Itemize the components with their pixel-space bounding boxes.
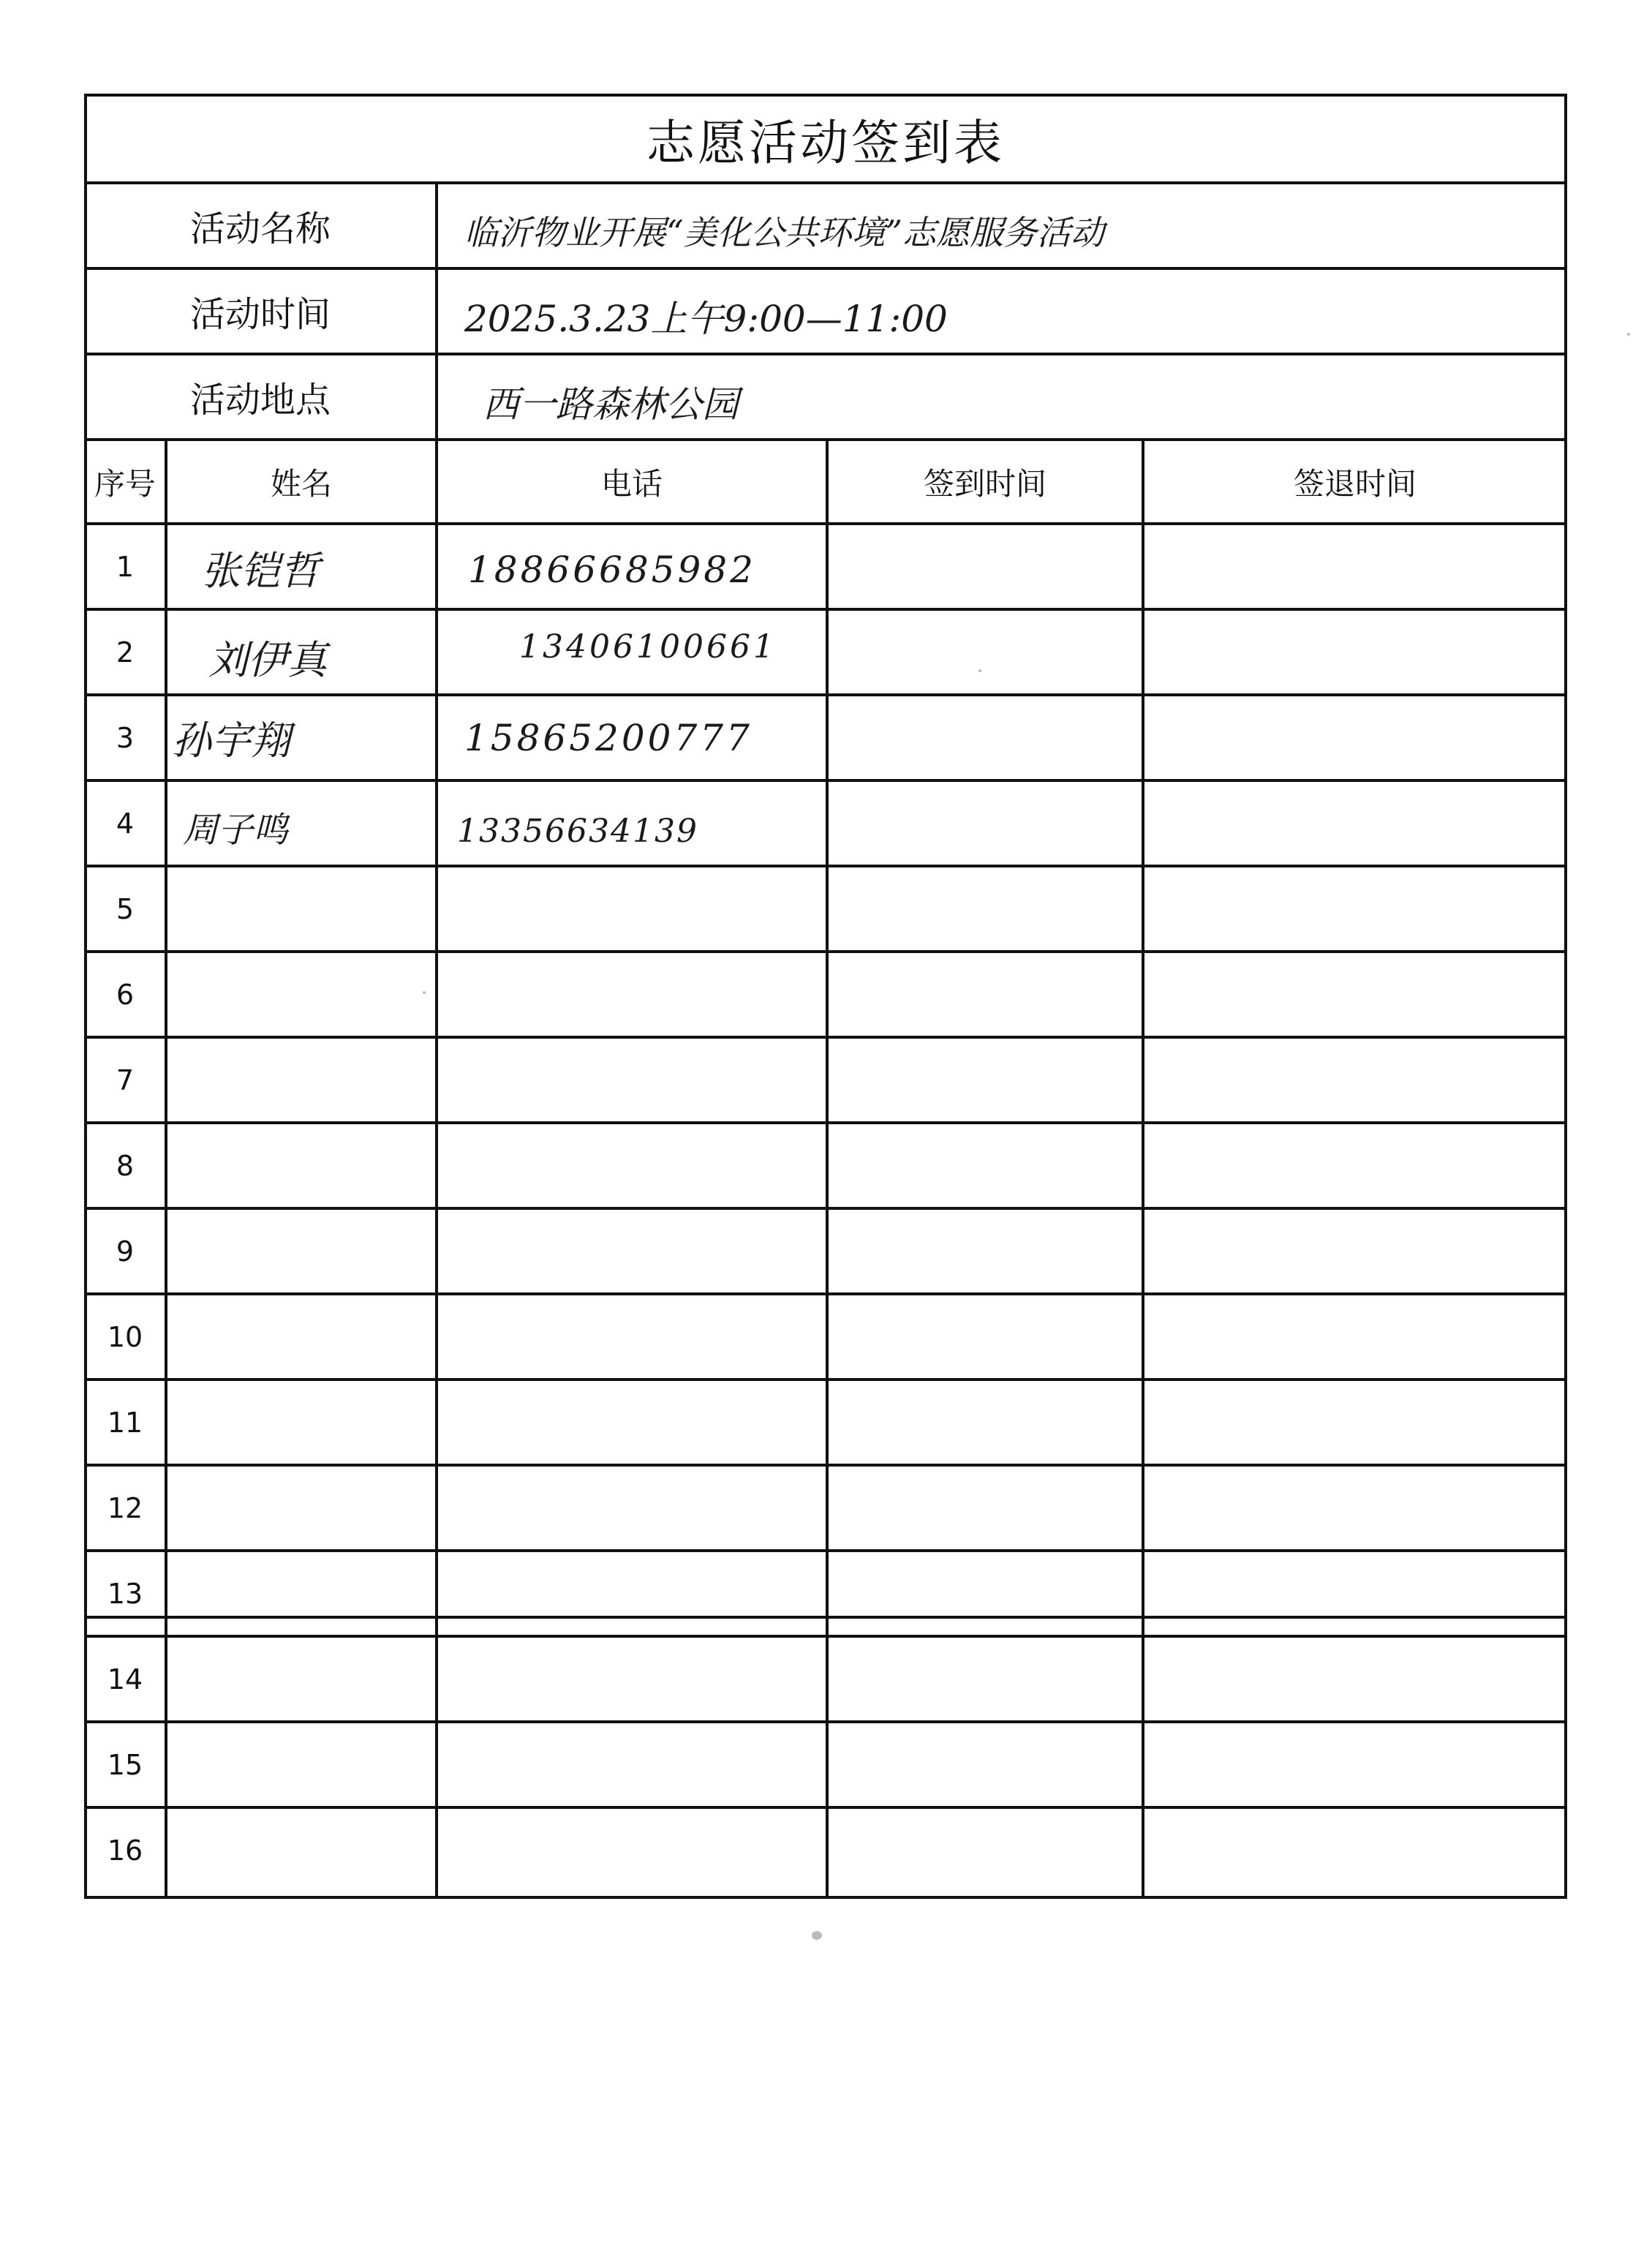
row-index: 12 — [107, 1491, 143, 1524]
scan-speck — [812, 1931, 822, 1940]
row-name: 张铠哲 — [201, 548, 320, 594]
row-checkin — [827, 524, 1143, 609]
scan-speck — [978, 669, 981, 672]
header-phone: 电话 — [600, 465, 663, 502]
row-index: 8 — [116, 1149, 135, 1182]
row-checkout — [1143, 524, 1567, 609]
row-checkin — [827, 695, 1143, 780]
activity-name-value: 临沂物业开展“美化公共环境”志愿服务活动 — [464, 212, 1105, 252]
row-index: 7 — [116, 1064, 135, 1096]
row-index: 4 — [116, 807, 135, 840]
row-name: 刘伊真 — [208, 637, 327, 683]
row-checkin — [827, 609, 1143, 695]
row-name: 周子鸣 — [183, 810, 289, 851]
header-checkin: 签到时间 — [923, 465, 1046, 502]
row-index: 15 — [107, 1748, 143, 1781]
row-index: 13 — [107, 1577, 143, 1610]
activity-name-label: 活动名称 — [189, 208, 331, 249]
row-phone: 13406100661 — [519, 628, 777, 666]
row-checkout — [1143, 695, 1567, 780]
row-checkout — [1143, 780, 1567, 866]
row-index: 10 — [107, 1320, 143, 1353]
scan-speck — [1627, 333, 1630, 336]
activity-time-value: 2025.3.23上午9:00—11:00 — [464, 297, 948, 340]
row-phone: 18866685982 — [468, 548, 756, 591]
row-index: 16 — [107, 1834, 143, 1867]
header-index: 序号 — [94, 465, 156, 502]
row-index: 6 — [116, 978, 135, 1011]
row-checkin — [827, 780, 1143, 866]
activity-location-label: 活动地点 — [189, 380, 331, 421]
header-name: 姓名 — [270, 465, 332, 502]
header-checkout: 签退时间 — [1293, 465, 1417, 502]
row-index: 5 — [116, 892, 135, 925]
row-index: 3 — [116, 721, 135, 754]
row-checkout — [1143, 609, 1567, 695]
row-index: 2 — [116, 636, 135, 669]
row-phone: 13356634139 — [457, 813, 698, 850]
row-index: 11 — [107, 1406, 143, 1439]
scan-speck — [423, 991, 426, 994]
row-name: 孙宇翔 — [172, 718, 290, 764]
row-index: 1 — [116, 550, 135, 583]
sheet-title: 志愿活动签到表 — [646, 114, 1005, 171]
row-phone: 15865200777 — [464, 716, 753, 759]
row-index: 9 — [116, 1235, 135, 1268]
row-index: 14 — [107, 1663, 143, 1695]
table-grid-lower — [84, 1551, 1567, 1902]
sign-in-sheet — [84, 94, 1567, 1867]
activity-time-label: 活动时间 — [189, 294, 331, 335]
activity-location-value: 西一路森林公园 — [483, 383, 739, 426]
